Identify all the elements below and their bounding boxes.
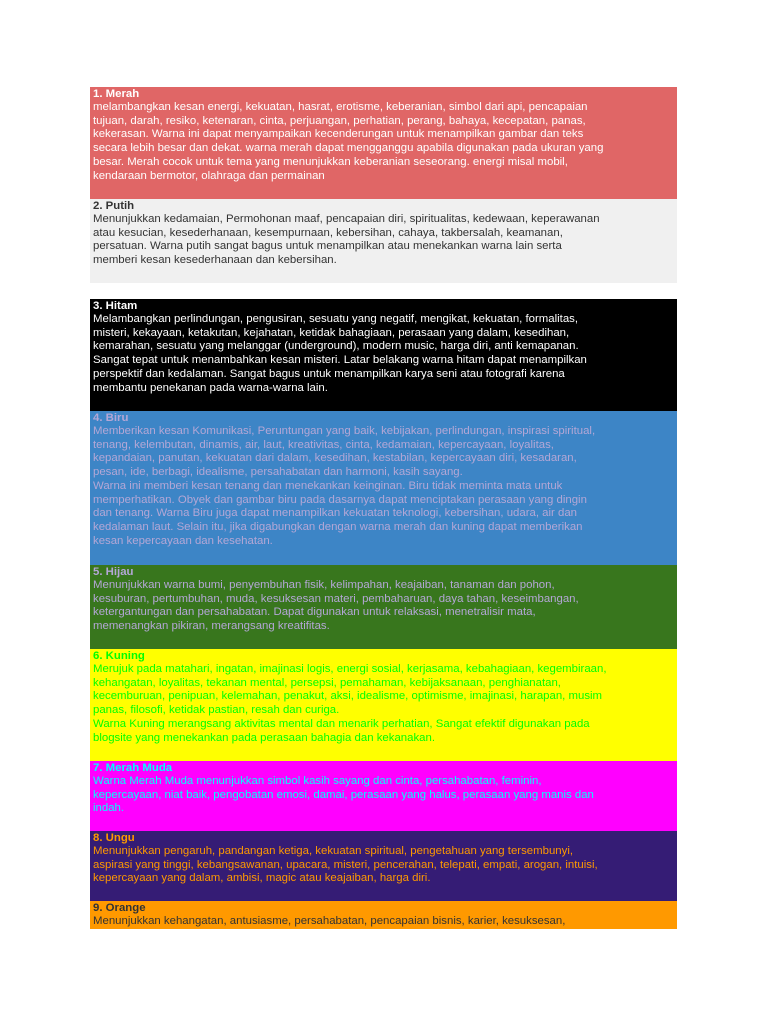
color-section-hitam xyxy=(90,299,677,411)
color-section-hijau xyxy=(90,565,677,649)
color-section-kuning xyxy=(90,649,677,761)
color-section-biru xyxy=(90,411,677,565)
section-title: 8. Ungu xyxy=(93,832,135,844)
section-title: 4. Biru xyxy=(93,412,129,424)
section-title: 6. Kuning xyxy=(93,650,145,662)
section-description: Melambangkan perlindungan, pengusiran, sesuatu yang negatif, mengikat, kekuatan, formalitas, misteri, kekayaan, ketakutan, kejahatan, ketidak bahagiaan, perasaan yang dalam, kesedihan, kemarahan, sesuatu yang melanggar (underground), modern music, harga diri, anti kemapanan. Sangat tepat untuk menambahkan kesan misteri. Latar belakang warna hitam dapat menampilkan perspektif dan kedalaman. Sangat bagus untuk menampilkan karya seni atau fotografi karena membantu penekanan pada warna-warna lain. xyxy=(93,313,587,394)
section-title: 9. Orange xyxy=(93,902,146,914)
section-description: Menunjukkan pengaruh, pandangan ketiga, kekuatan spiritual, pengetahuan yang tersembunyi, aspirasi yang tinggi, kebangsawanan, upacara, misteri, pencerahan, telepati, empati, arogan, intuisi, kepercayaan yang dalam, ambisi, magic atau keajaiban, harga diri. xyxy=(93,845,598,885)
section-title: 2. Putih xyxy=(93,200,135,212)
section-title: 3. Hitam xyxy=(93,300,138,312)
color-section-merah xyxy=(90,87,677,199)
section-description: Warna Merah Muda menunjukkan simbol kasih sayang dan cinta, persahabatan, feminin, kepercayaan, niat baik, pengobatan emosi, damai, perasaan yang halus, perasaan yang manis dan indah. xyxy=(93,775,594,815)
color-section-orange xyxy=(90,901,677,929)
color-section-ungu xyxy=(90,831,677,901)
color-section-putih xyxy=(90,199,677,283)
section-description: melambangkan kesan energi, kekuatan, hasrat, erotisme, keberanian, simbol dari api, pencapaian tujuan, darah, resiko, ketenaran, cinta, perjuangan, perhatian, perang, bahaya, kecepatan, panas, kekerasan. Warna ini dapat menyampaikan kecenderungan untuk menampilkan gambar dan teks secara lebih besar dan dekat. warna merah dapat mengganggu apabila digunakan pada ukuran yang besar. Merah cocok untuk tema yang menunjukkan keberanian seseorang. energi misal mobil, kendaraan bermotor, olahraga dan permainan xyxy=(93,101,604,182)
section-title: 5. Hijau xyxy=(93,566,134,578)
section-description: Menunjukkan warna bumi, penyembuhan fisik, kelimpahan, keajaiban, tanaman dan pohon, kesuburan, pertumbuhan, muda, kesuksesan materi, pembaharuan, daya tahan, keseimbangan, ketergantungan dan persahabatan. Dapat digunakan untuk relaksasi, menetralisir mata, memenangkan pikiran, merangsang kreatifitas. xyxy=(93,579,579,633)
color-section-merah-muda xyxy=(90,761,677,831)
section-description: Menunjukkan kedamaian, Permohonan maaf, pencapaian diri, spiritualitas, kedewaan, keperawanan atau kesucian, kesederhanaan, kesempurnaan, kebersihan, cahaya, takbersalah, keamanan, persatuan. Warna putih sangat bagus untuk menampilkan atau menekankan warna lain serta memberi kesan kesederhanaan dan kebersihan. xyxy=(93,213,600,267)
section-title: 1. Merah xyxy=(93,88,140,100)
section-description: Memberikan kesan Komunikasi, Peruntungan yang baik, kebijakan, perlindungan, inspirasi spiritual, tenang, kelembutan, dinamis, air, laut, kreativitas, cinta, kedamaian, kepercayaan, loyalitas, kepandaian, panutan, kekuatan dari dalam, kesedihan, kestabilan, kepercayaan diri, kesadaran, pesan, ide, berbagi, idealisme, persahabatan dan harmoni, kasih sayang. Warna ini memberi kesan tenang dan menekankan keinginan. Biru tidak meminta mata untuk memperhatikan. Obyek dan gambar biru pada dasarnya dapat menciptakan perasaan yang dingin dan tenang. Warna Biru juga dapat menampilkan kekuatan teknologi, kebersihan, udara, air dan kedalaman laut. Selain itu, jika digabungkan dengan warna merah dan kuning dapat memberikan kesan kepercayaan dan kesehatan. xyxy=(93,425,596,547)
section-description: Menunjukkan kehangatan, antusiasme, persahabatan, pencapaian bisnis, karier, kesuksesan, xyxy=(93,915,566,927)
section-description: Merujuk pada matahari, ingatan, imajinasi logis, energi sosial, kerjasama, kebahagiaan, kegembiraan, kehangatan, loyalitas, tekanan mental, persepsi, pemahaman, kebijaksanaan, penghianatan, kecemburuan, penipuan, kelemahan, penakut, aksi, idealisme, optimisme, imajinasi, harapan, musim panas, filosofi, ketidak pastian, resah dan curiga. Warna Kuning merangsang aktivitas mental dan menarik perhatian, Sangat efektif digunakan pada blogsite yang menekankan pada perasaan bahagia dan kekanakan. xyxy=(93,663,607,744)
section-title: 7. Merah Muda xyxy=(93,762,173,774)
